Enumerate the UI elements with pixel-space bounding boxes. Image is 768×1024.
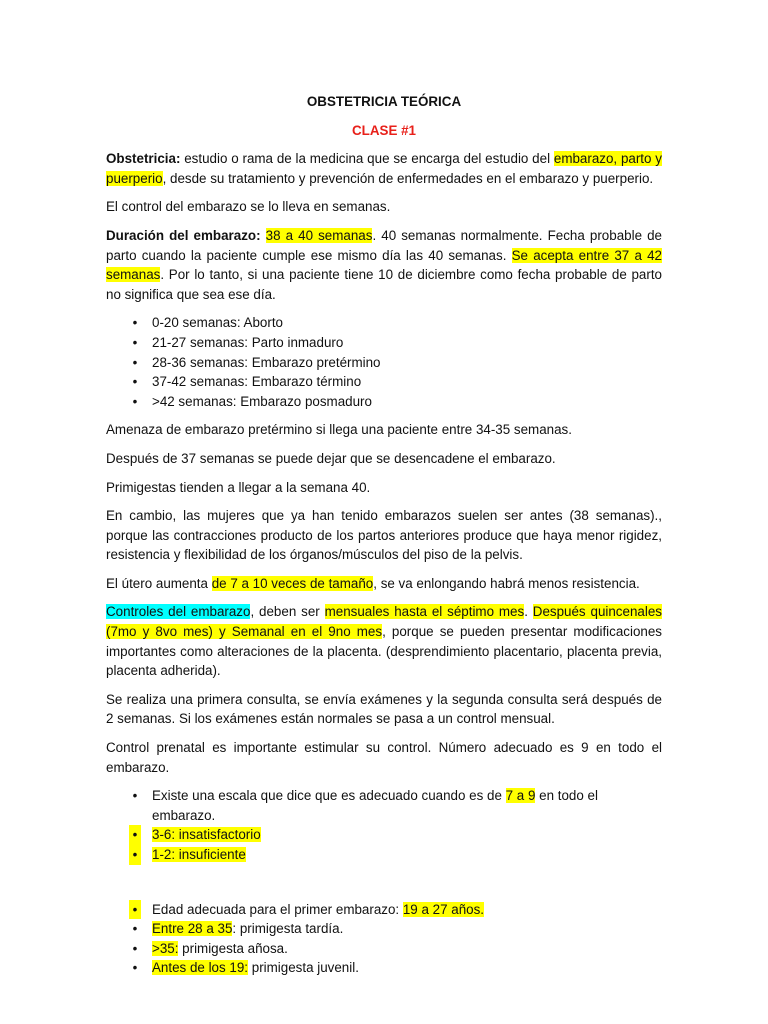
highlighted-text: 38 a 40 semanas <box>265 227 373 243</box>
text: , deben ser <box>250 604 325 620</box>
text: Existe una escala que dice que es adecuado cuando es de <box>152 788 506 804</box>
bullet-icon: • <box>132 788 138 804</box>
weeks-classification-list <box>106 313 662 411</box>
list-item <box>106 353 662 373</box>
paragraph-primigestas: Primigestas tienden a llegar a la semana 40. <box>106 479 371 495</box>
text: , desde su tratamiento y prevención de enfermedades en el embarazo y puerperio. <box>162 170 654 186</box>
list-item <box>106 786 662 825</box>
text: , porque se pueden presentar modificaciones importantes como alteraciones de la placenta. (desprendimiento placentario, placenta previa, placenta adherida). <box>106 624 662 679</box>
list-item <box>106 845 662 865</box>
highlighted-text: Se acepta entre 37 a 42 semanas <box>106 247 662 283</box>
text: . 40 semanas normalmente. Fecha probable de parto cuando la paciente cumple ese mismo día las 40 semanas. <box>106 227 662 263</box>
highlighted-text: de 7 a 10 veces de tamaño <box>211 575 374 591</box>
paragraph-control-semanas: El control del embarazo se lo lleva en semanas. <box>106 199 391 215</box>
bullet-icon: • <box>129 845 141 865</box>
text: estudio o rama de la medicina que se encarga del estudio del <box>180 151 554 167</box>
list-item <box>106 958 662 978</box>
text: primigesta añosa. <box>178 940 288 956</box>
bullet-icon: • <box>132 940 138 956</box>
text: El útero aumenta <box>106 575 212 591</box>
term-label: Duración del embarazo: <box>106 227 261 243</box>
document-title: OBSTETRICIA TEÓRICA <box>306 94 462 109</box>
text: primigesta juvenil. <box>248 960 359 976</box>
paragraph-controles <box>106 602 662 680</box>
text: . Por lo tanto, si una paciente tiene 10 de diciembre como fecha probable de parto no significa que sea ese día. <box>106 267 662 302</box>
text: Edad adecuada para el primer embarazo: <box>152 901 403 917</box>
text: en todo el embarazo. <box>152 788 598 823</box>
list-item <box>106 900 662 920</box>
paragraph-primera-consulta: Se realiza una primera consulta, se envía exámenes y la segunda consulta será después de 2 semanas. Si los exámenes están normales se pasa a un control mensual. <box>106 691 662 727</box>
bullet-icon: • <box>129 825 141 845</box>
paragraph-utero <box>106 574 662 594</box>
paragraph-en-cambio: En cambio, las mujeres que ya han tenido embarazos suelen ser antes (38 semanas)., porque las contracciones producto de los partos anteriores produce que haya menor rigidez, resistencia y flexibilidad de los órganos/músculos del piso de la pelvis. <box>106 508 662 563</box>
highlighted-text: 3-6: insatisfactorio <box>152 827 261 843</box>
highlighted-text: Antes de los 19: <box>152 960 249 976</box>
text: . <box>524 604 533 620</box>
bullet-icon: • <box>132 334 138 350</box>
highlighted-text: 19 a 27 años. <box>402 901 485 917</box>
highlighted-text: 7 a 9 <box>505 788 536 804</box>
list-item <box>106 333 662 353</box>
highlighted-text: 1-2: insuficiente <box>152 847 246 862</box>
bullet-icon: • <box>132 374 138 390</box>
highlighted-text: >35: <box>152 940 179 956</box>
class-subtitle: CLASE #1 <box>352 122 416 138</box>
text <box>261 228 266 243</box>
list-item <box>106 372 662 392</box>
bullet-icon: • <box>132 921 138 937</box>
age-classification-list <box>106 900 662 978</box>
text: : primigesta tardía. <box>232 921 344 937</box>
list-item-text: 0-20 semanas: Aborto <box>152 315 284 331</box>
list-item-text: >42 semanas: Embarazo posmaduro <box>152 393 372 409</box>
list-item-text: 28-36 semanas: Embarazo pretérmino <box>152 354 381 370</box>
paragraph-control-prenatal: Control prenatal es importante estimular su control. Número adecuado es 9 en todo el embarazo. <box>106 740 662 775</box>
bullet-icon: • <box>132 393 138 409</box>
list-item-text: 21-27 semanas: Parto inmaduro <box>152 334 344 350</box>
bullet-icon: • <box>129 900 141 920</box>
list-item <box>106 939 662 959</box>
highlighted-text: mensuales hasta el séptimo mes <box>324 604 525 620</box>
paragraph-obstetricia-definition <box>106 149 662 188</box>
paragraph-despues-37: Después de 37 semanas se puede dejar que se desencadene el embarazo. <box>106 450 556 466</box>
highlighted-text: Entre 28 a 35 <box>152 921 233 937</box>
highlighted-text: Después quincenales (7mo y 8vo mes) y Semanal en el 9no mes <box>106 604 662 640</box>
blank-line <box>106 874 662 900</box>
prenatal-scale-list <box>106 786 662 864</box>
list-item <box>106 919 662 939</box>
bullet-icon: • <box>132 354 138 370</box>
text: , se va enlongando habrá menos resistencia. <box>373 575 640 591</box>
paragraph-duracion <box>106 226 662 304</box>
term-label: Obstetricia: <box>106 151 181 167</box>
list-item <box>106 313 662 333</box>
list-item <box>106 825 662 845</box>
list-item-text: 37-42 semanas: Embarazo término <box>152 374 362 390</box>
paragraph-amenaza: Amenaza de embarazo pretérmino si llega una paciente entre 34-35 semanas. <box>106 422 572 438</box>
bullet-icon: • <box>132 960 138 976</box>
highlighted-text-cyan: Controles del embarazo <box>106 604 251 620</box>
bullet-icon: • <box>132 315 138 331</box>
list-item <box>106 392 662 412</box>
highlighted-text: embarazo, parto y puerperio <box>106 151 662 186</box>
